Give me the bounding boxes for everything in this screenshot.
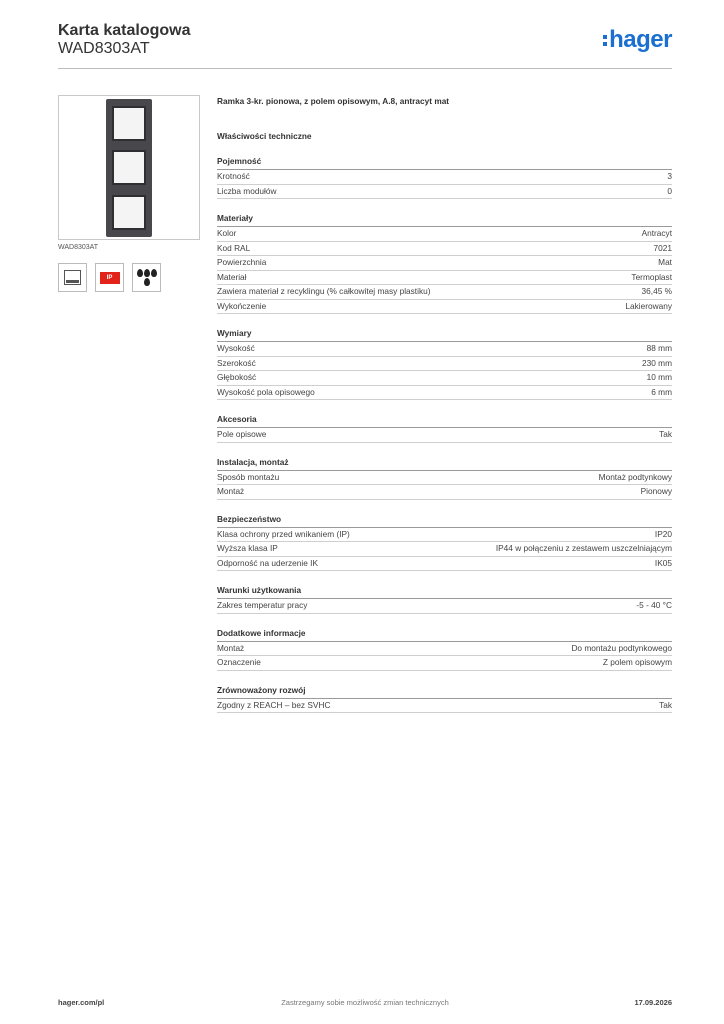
spec-value: Mat [658, 257, 672, 267]
spec-row [217, 357, 672, 372]
spec-value: IP44 w połączeniu z zestawem uszczelniającym [495, 543, 672, 553]
product-code: WAD8303AT [58, 40, 150, 57]
product-image [58, 95, 200, 240]
spec-value: Z polem opisowym [602, 657, 672, 667]
spec-label: Zgodny z REACH – bez SVHC [217, 699, 331, 710]
spec-label: Głębokość [217, 372, 257, 382]
spec-value: Tak [659, 429, 672, 439]
spec-section [217, 585, 672, 614]
spec-value: -5 - 40 °C [636, 600, 672, 610]
spec-value: Pionowy [640, 486, 672, 496]
spec-label: Zawiera materiał z recyklingu (% całkowitej masy plastiku) [217, 286, 431, 296]
spec-value: 3 [667, 171, 672, 181]
spec-label: Montaż [217, 642, 245, 653]
spec-label: Materiał [217, 271, 247, 282]
spec-section [217, 213, 672, 314]
spec-value: 230 mm [642, 357, 672, 368]
footer-note: Zastrzegamy sobie możliwość zmian technicznych [281, 998, 449, 1007]
spec-label: Wykończenie [217, 300, 267, 311]
spec-sections [217, 156, 672, 713]
spec-label: Liczba modułów [217, 185, 277, 196]
spec-value: 7021 [653, 242, 672, 253]
spec-value: 6 mm [651, 386, 672, 397]
spec-label: Szerokość [217, 357, 256, 368]
spec-section [217, 514, 672, 572]
spec-value: Do montażu podtynkowego [571, 642, 672, 653]
spec-value: Termoplast [631, 271, 672, 282]
spec-section [217, 628, 672, 671]
spec-row [217, 185, 672, 200]
spec-label: Pole opisowe [217, 429, 267, 439]
spec-section-title: Wymiary [217, 328, 672, 342]
logo-text: hager [609, 26, 672, 53]
spec-row [217, 300, 672, 315]
spec-row [217, 170, 672, 185]
spec-section-title: Akcesoria [217, 414, 672, 428]
spec-row [217, 428, 672, 443]
feature-icons [58, 263, 161, 292]
spec-label: Kolor [217, 228, 237, 238]
spec-section-title: Zrównoważony rozwój [217, 685, 672, 699]
spec-label: Oznaczenie [217, 657, 261, 667]
spec-value: IP20 [654, 528, 672, 539]
frame-label-icon [58, 263, 87, 292]
document-title: Karta katalogowa [58, 22, 191, 39]
hager-logo [603, 28, 672, 52]
spec-label: Powierzchnia [217, 257, 267, 267]
spec-row [217, 485, 672, 500]
ip-rating-icon: IP [95, 263, 124, 292]
spec-row [217, 471, 672, 486]
specifications [217, 95, 672, 713]
spec-label: Klasa ochrony przed wnikaniem (IP) [217, 528, 350, 539]
spec-section [217, 457, 672, 500]
frame-opening [112, 106, 146, 141]
spec-label: Zakres temperatur pracy [217, 600, 308, 610]
spec-section-title: Bezpieczeństwo [217, 514, 672, 528]
spec-section [217, 414, 672, 443]
spec-label: Odporność na uderzenie IK [217, 557, 319, 568]
spec-label: Krotność [217, 171, 250, 181]
header-divider [58, 68, 672, 69]
spec-row [217, 599, 672, 614]
spec-section-title: Pojemność [217, 156, 672, 170]
spec-label: Montaż [217, 486, 245, 496]
spec-section-title: Warunki użytkowania [217, 585, 672, 599]
spec-value: Tak [659, 699, 672, 710]
footer-website: hager.com/pl [58, 998, 105, 1007]
product-image-caption: WAD8303AT [58, 244, 99, 251]
technical-properties-heading: Właściwości techniczne [217, 131, 312, 141]
frame-3-gang-illustration [106, 99, 152, 237]
spec-section-title: Materiały [217, 213, 672, 227]
spec-row [217, 271, 672, 286]
spec-label: Kod RAL [217, 242, 251, 253]
spec-row [217, 285, 672, 300]
spec-label: Sposób montażu [217, 471, 280, 482]
logo-mark-icon [603, 35, 607, 46]
spec-row [217, 642, 672, 657]
spec-row [217, 227, 672, 242]
spec-section [217, 328, 672, 400]
footer-date: 17.09.2026 [634, 998, 672, 1007]
spec-section [217, 156, 672, 199]
spec-row [217, 242, 672, 257]
spec-value: 10 mm [646, 372, 672, 382]
frame-opening [112, 150, 146, 185]
spec-row [217, 656, 672, 671]
spec-value: Montaż podtynkowy [598, 471, 672, 482]
spec-value: 36,45 % [641, 286, 672, 296]
spec-row [217, 386, 672, 401]
spec-row [217, 557, 672, 572]
spec-row [217, 528, 672, 543]
document-header [58, 22, 672, 68]
spec-row [217, 342, 672, 357]
spec-value: IK05 [654, 557, 672, 568]
spec-label: Wysokość pola opisowego [217, 386, 315, 397]
spec-value: 88 mm [646, 343, 672, 353]
spec-row [217, 256, 672, 271]
water-drops-icon [132, 263, 161, 292]
spec-label: Wyższa klasa IP [217, 543, 278, 553]
spec-row [217, 371, 672, 386]
spec-section-title: Dodatkowe informacje [217, 628, 672, 642]
spec-value: Antracyt [641, 228, 672, 238]
spec-section-title: Instalacja, montaż [217, 457, 672, 471]
frame-opening [112, 195, 146, 230]
spec-row [217, 542, 672, 557]
spec-label: Wysokość [217, 343, 255, 353]
spec-value: 0 [667, 185, 672, 196]
product-description: Ramka 3-kr. pionowa, z polem opisowym, A.8, antracyt mat [217, 96, 450, 106]
spec-value: Lakierowany [625, 300, 672, 311]
spec-row [217, 699, 672, 714]
spec-section [217, 685, 672, 714]
